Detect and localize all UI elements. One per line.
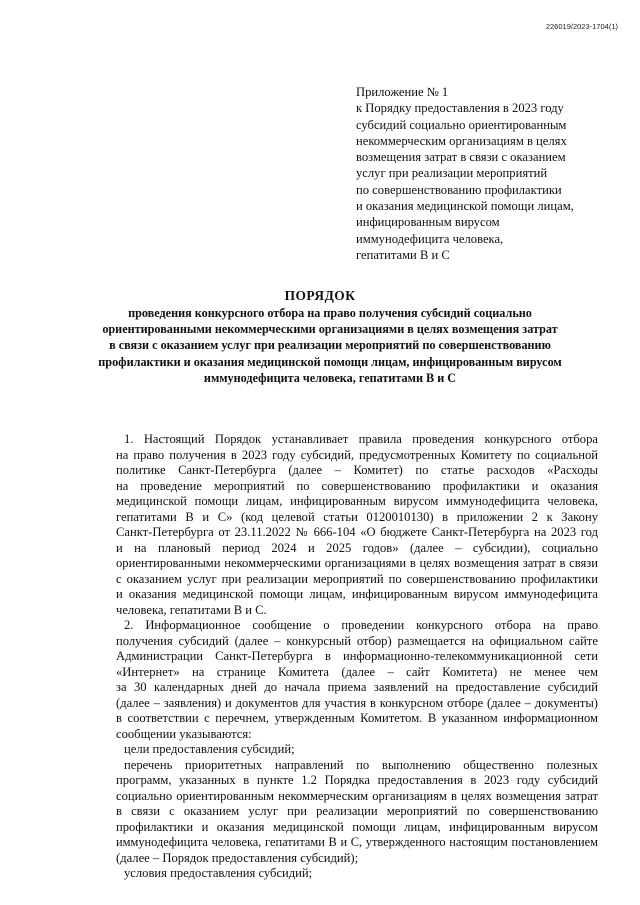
appendix-line: инфицированным вирусом — [356, 215, 500, 230]
appendix-line: Приложение № 1 — [356, 85, 449, 99]
subtitle-line: иммунодефицита человека, гепатитами В и С — [203, 370, 457, 385]
body-line: за 30 календарных дней до начала приема заявлений на предоставление субсидий — [116, 680, 598, 694]
body-line: и оказания медицинской помощи лицам, инфицированным вирусом иммунодефицита — [116, 587, 598, 601]
appendix-line: к Порядку предоставления в 2023 году — [356, 101, 564, 116]
subtitle-line: проведения конкурсного отбора на право получения субсидий социально — [128, 306, 532, 320]
body-line: и на плановый период 2024 и 2025 годов» (далее – субсидии), социально — [116, 540, 598, 555]
body-line: «Интернет» на странице Комитета (далее – сайт Комитета) не менее чем — [116, 664, 598, 679]
body-line: иммунодефицита человека, гепатитами В и С, утвержденного настоящим постановлением — [116, 835, 598, 849]
body-line: цели предоставления субсидий; — [124, 742, 295, 756]
body-line: Администрации Санкт-Петербурга в информационно-телекоммуникационной сети — [116, 649, 598, 663]
body-line: 1. Настоящий Порядок устанавливает правила проведения конкурсного отбора — [124, 432, 598, 446]
appendix-line: гепатитами В и С — [356, 247, 450, 262]
appendix-line: по совершенствованию профилактики — [356, 182, 562, 197]
body-line: гепатитами В и С» (код целевой статьи 0120010130) в приложении 2 к Закону — [116, 509, 598, 524]
body-line: программ, указанных в пункте 1.2 Порядка предоставления в 2023 году субсидий — [116, 773, 598, 787]
subtitle-line: ориентированными некоммерческими организациями в целях возмещения затрат — [102, 322, 558, 337]
body-line: перечень приоритетных направлений по выполнению общественно полезных — [124, 757, 598, 772]
body-line: в соответствии с перечнем, утвержденным Комитетом. В указанном информационном — [116, 711, 598, 725]
body-line: медицинской помощи лицам, инфицированным вирусом иммунодефицита человека, — [116, 494, 598, 508]
appendix-line: субсидий социально ориентированным — [356, 117, 567, 132]
appendix-line: услуг при реализации мероприятий — [356, 166, 548, 181]
document-id: 226019/2023-1704(1) — [545, 22, 618, 31]
body-line: профилактики и оказания медицинской помощи лицам, инфицированным вирусом — [116, 819, 598, 834]
body-line: человека, гепатитами В и С. — [116, 602, 267, 617]
appendix-block — [356, 84, 606, 263]
body-line: 2. Информационное сообщение о проведении конкурсного отбора на право — [124, 618, 598, 632]
document-title: ПОРЯДОК — [284, 288, 356, 303]
body-line: политике Санкт-Петербурга (далее – Комитет) по статье расходов «Расходы — [116, 463, 598, 477]
subtitle-line: в связи с оказанием услуг при реализации мероприятий по совершенствованию — [109, 338, 551, 353]
body-line: с оказанием услуг при реализации мероприятий по совершенствованию профилактики — [116, 571, 598, 586]
body-line: на право получения в 2023 году субсидий, предусмотренных Комитету по социальной — [116, 447, 598, 462]
appendix-line: некоммерческим организациям в целях — [356, 133, 567, 148]
appendix-line: возмещения затрат в связи с оказанием — [356, 150, 566, 165]
subtitle-line: профилактики и оказания медицинской помощи лицам, инфицированным вирусом — [98, 354, 562, 369]
body-line: Санкт-Петербурга от 23.11.2022 № 666-104 «О бюджете Санкт-Петербурга на 2023 год — [116, 525, 598, 539]
body-line: в связи с оказанием услуг при реализации мероприятий по совершенствованию — [116, 804, 598, 818]
body-line: (далее – заявления) и документов для участия в конкурсном отборе (далее – документы) — [116, 695, 598, 710]
appendix-line: и оказания медицинской помощи лицам, — [356, 199, 574, 214]
document-subtitle — [70, 305, 590, 386]
document-body — [116, 432, 598, 882]
body-line: социально ориентированным некоммерческим организациям в целях возмещения затрат — [116, 788, 598, 803]
body-line: сообщении указываются: — [116, 726, 252, 741]
body-line: ориентированными некоммерческими организациями в целях возмещения затрат в связи — [116, 556, 598, 570]
body-line: на проведение мероприятий по совершенствованию профилактики и оказания — [116, 478, 598, 493]
body-line: получения субсидий (далее – конкурсный отбор) размещается на официальном сайте — [116, 633, 598, 648]
appendix-line: иммунодефицита человека, — [356, 231, 504, 246]
body-line: (далее – Порядок предоставления субсидий); — [116, 850, 359, 865]
body-line: условия предоставления субсидий; — [124, 866, 313, 880]
